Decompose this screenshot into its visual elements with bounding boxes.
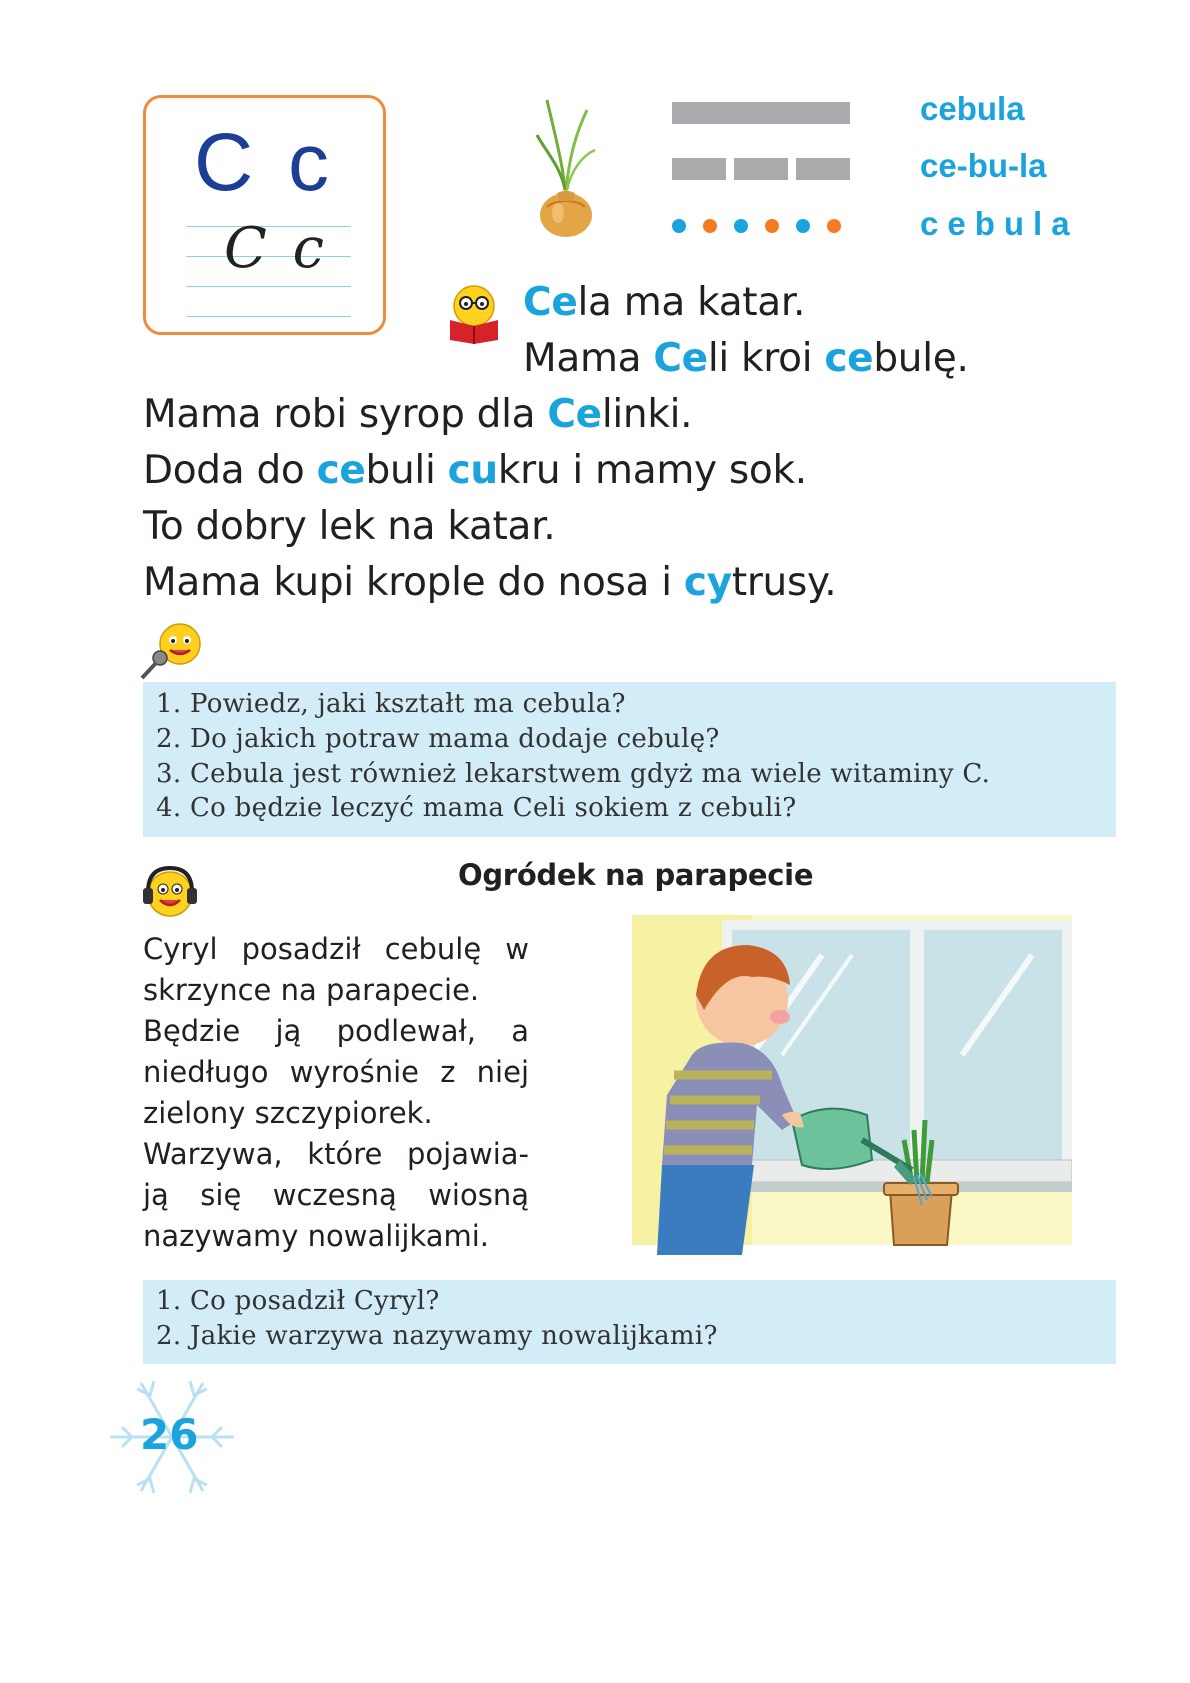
letter-dot: [765, 219, 779, 233]
word-bar: [672, 102, 850, 124]
story-line: niedługo wyrośnie z niej: [143, 1055, 529, 1089]
reading-line-1: Cela ma katar.: [523, 280, 806, 325]
story-line: skrzynce na parapecie.: [143, 973, 480, 1007]
letter-card: [143, 95, 386, 335]
boy-watering-plant-illustration: [632, 915, 1072, 1255]
letter-dot: [796, 219, 810, 233]
story-line: Warzywa, które pojawia-: [143, 1137, 529, 1171]
story-line: zielony szczypiorek.: [143, 1096, 433, 1130]
reading-line-6: Mama kupi krople do nosa i cytrusy.: [143, 560, 837, 605]
print-letters: C c: [194, 117, 335, 208]
microphone-smiley-icon: [138, 622, 204, 680]
headphones-smiley-icon: [140, 862, 200, 920]
syllable-bar: [796, 158, 850, 180]
writing-line: [186, 286, 351, 287]
writing-line: [186, 316, 351, 317]
syllable-bar: [734, 158, 788, 180]
story-line: nazywamy nowalijkami.: [143, 1219, 490, 1253]
reading-line-3: Mama robi syrop dla Celinki.: [143, 392, 693, 437]
page-number: 26: [140, 1410, 199, 1459]
onion-illustration: [525, 95, 605, 240]
letter-dot: [827, 219, 841, 233]
scheme-letters: cebula: [920, 205, 1079, 242]
questions-panel-2: [143, 1280, 1116, 1364]
question-1: 1. Co posadził Cyryl?: [156, 1286, 440, 1316]
story-title: Ogródek na parapecie: [458, 858, 814, 892]
question-3: 3. Cebula jest również lekarstwem gdyż ma wiele witaminy C.: [156, 759, 991, 789]
story-line: ją się wczesną wiosną: [143, 1178, 529, 1212]
question-2: 2. Do jakich potraw mama dodaje cebulę?: [156, 724, 720, 754]
story-line: Cyryl posadził cebulę w: [143, 932, 529, 966]
question-2: 2. Jakie warzywa nazywamy nowalijkami?: [156, 1321, 718, 1351]
letter-dot: [672, 219, 686, 233]
questions-panel-1: [143, 682, 1116, 837]
letter-dot: [734, 219, 748, 233]
syllable-bar: [672, 158, 726, 180]
scheme-syllables: ce-bu-la: [920, 147, 1047, 184]
reading-line-5: To dobry lek na katar.: [143, 504, 556, 549]
question-1: 1. Powiedz, jaki kształt ma cebula?: [156, 689, 626, 719]
reading-line-4: Doda do cebuli cukru i mamy sok.: [143, 448, 807, 493]
story-line: Będzie ją podlewał, a: [143, 1014, 529, 1048]
reading-smiley-icon: [444, 282, 504, 344]
scheme-word: cebula: [920, 90, 1025, 127]
question-4: 4. Co będzie leczyć mama Celi sokiem z cebuli?: [156, 793, 797, 823]
letter-dot: [703, 219, 717, 233]
handwritten-letters: C c: [224, 216, 329, 281]
reading-line-2: Mama Celi kroi cebulę.: [523, 336, 969, 381]
